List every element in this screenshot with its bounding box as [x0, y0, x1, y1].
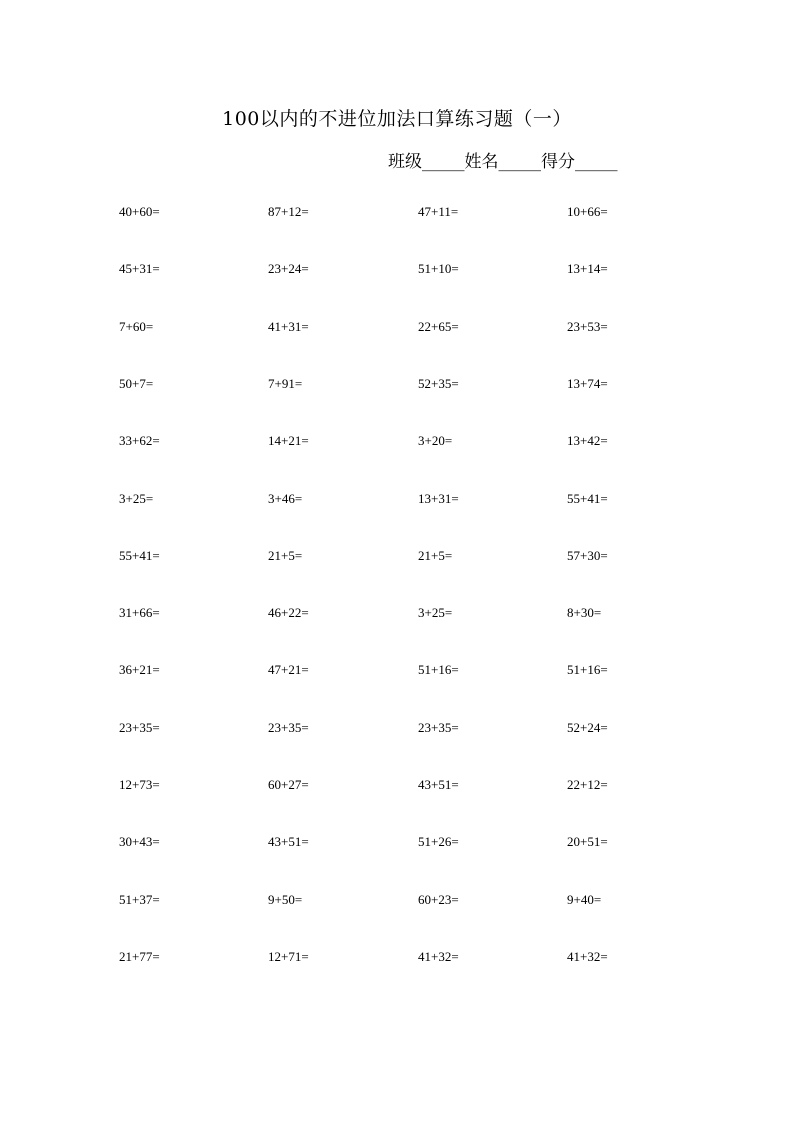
problem-item: 21+5= [418, 547, 453, 563]
problem-item: 31+66= [119, 605, 160, 621]
problem-item: 13+74= [567, 375, 608, 391]
problem-item: 60+27= [268, 777, 309, 792]
problem-item: 43+51= [418, 777, 459, 792]
student-info-line: 班级_____姓名_____得分_____ [388, 152, 618, 172]
problem-item: 23+35= [119, 719, 160, 735]
problem-item: 13+14= [567, 261, 608, 277]
problem-item: 46+22= [268, 605, 309, 621]
problem-item: 41+32= [567, 948, 608, 964]
problem-item: 22+12= [567, 777, 608, 792]
problem-item: 30+43= [119, 834, 160, 850]
problem-item: 3+25= [418, 605, 453, 621]
problem-item: 40+60= [119, 204, 160, 219]
problem-item: 52+24= [567, 719, 608, 735]
problem-item: 9+50= [268, 891, 303, 907]
problem-item: 23+53= [567, 318, 608, 334]
problem-item: 51+10= [418, 261, 459, 277]
problem-item: 20+51= [567, 834, 608, 850]
problem-item: 51+16= [567, 662, 608, 678]
problem-item: 60+23= [418, 891, 459, 907]
problem-item: 36+21= [119, 662, 160, 678]
problem-item: 51+26= [418, 834, 459, 850]
problem-item: 33+62= [119, 433, 160, 449]
problem-item: 55+41= [119, 547, 160, 563]
problem-item: 3+46= [268, 490, 303, 506]
problem-item: 12+73= [119, 777, 160, 792]
problem-item: 9+40= [567, 891, 602, 907]
problem-item: 47+11= [418, 204, 459, 219]
problem-item: 13+42= [567, 433, 608, 449]
problem-item: 10+66= [567, 204, 608, 219]
problem-item: 57+30= [567, 547, 608, 563]
problem-item: 41+32= [418, 948, 459, 964]
problem-item: 21+5= [268, 547, 303, 563]
page-title: 100以内的不进位加法口算练习题（一） [222, 108, 572, 130]
problem-item: 41+31= [268, 318, 309, 334]
problem-item: 45+31= [119, 261, 160, 277]
problem-item: 23+35= [268, 719, 309, 735]
problem-item: 7+91= [268, 375, 303, 391]
problem-item: 12+71= [268, 948, 309, 964]
problem-item: 3+25= [119, 490, 154, 506]
problem-item: 52+35= [418, 375, 459, 391]
problem-item: 87+12= [268, 204, 309, 219]
problem-item: 13+31= [418, 490, 459, 506]
problem-item: 14+21= [268, 433, 309, 449]
problem-item: 51+37= [119, 891, 160, 907]
problem-item: 50+7= [119, 375, 154, 391]
problem-item: 51+16= [418, 662, 459, 678]
problem-item: 55+41= [567, 490, 608, 506]
problem-item: 7+60= [119, 318, 154, 334]
problem-item: 3+20= [418, 433, 453, 449]
problem-item: 22+65= [418, 318, 459, 334]
problem-item: 23+24= [268, 261, 309, 277]
problem-item: 21+77= [119, 948, 160, 964]
problem-item: 23+35= [418, 719, 459, 735]
problem-item: 47+21= [268, 662, 309, 678]
problem-item: 43+51= [268, 834, 309, 850]
problem-item: 8+30= [567, 605, 602, 621]
